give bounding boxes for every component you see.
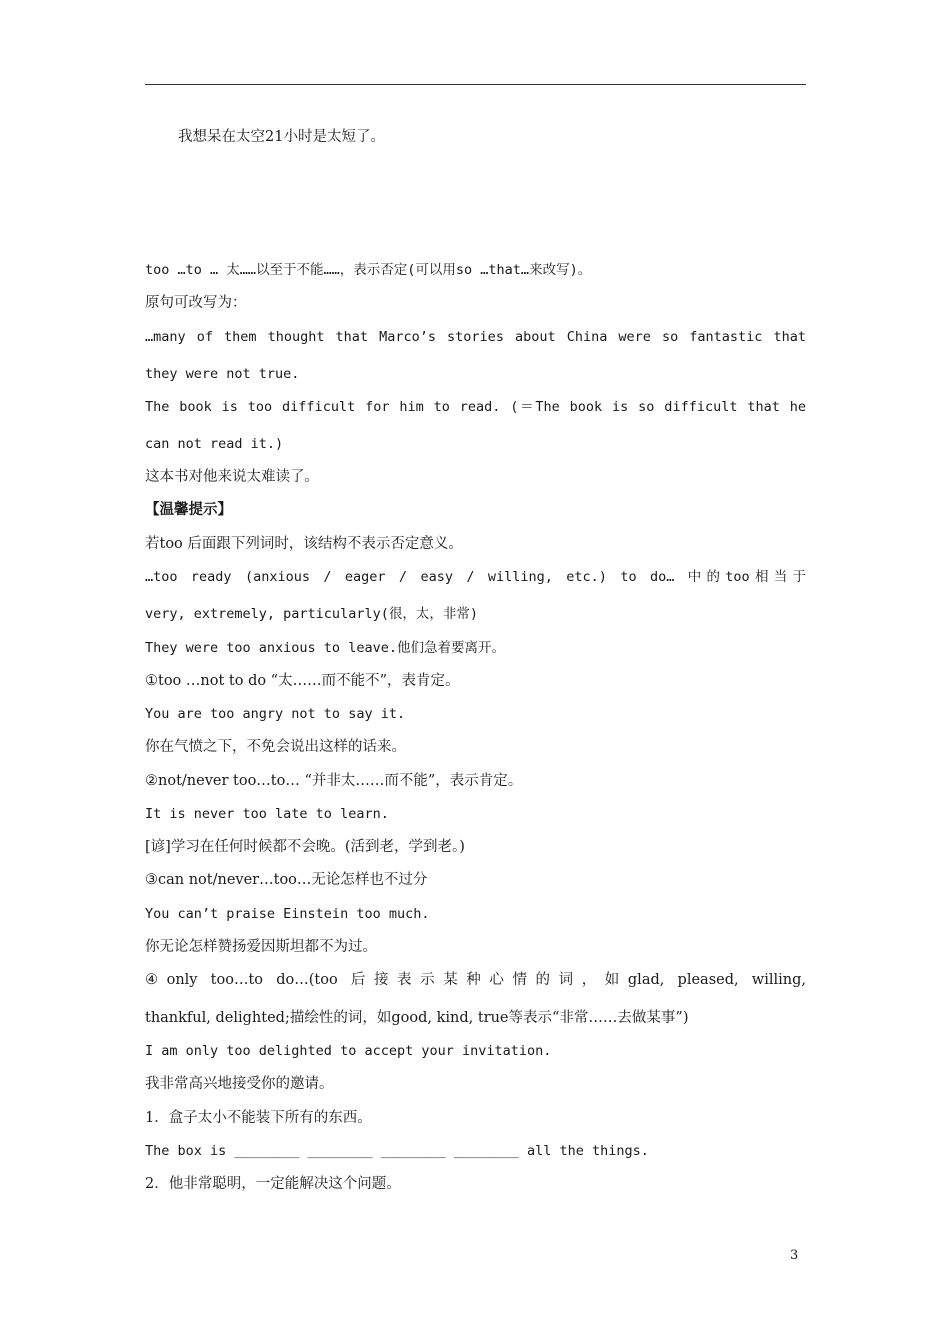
text-line: It is never too late to learn. [145,806,389,822]
text-line: …too ready (anxious / eager / easy / willing, etc.) to do… 中的too相当于 [145,569,806,585]
text-line: They were too anxious to leave.他们急着要离开。 [145,640,505,656]
text-line: ④only too…to do…(too 后接表示某种心情的词，如glad, pleased, willing, [145,972,806,988]
exercise-question: 2．他非常聪明，一定能解决这个问题。 [145,1176,401,1192]
exercise-answer-line[interactable]: The box is ________ ________ ________ ________ all the things. [145,1143,649,1159]
text-line: 若too 后面跟下列词时，该结构不表示否定意义。 [145,536,463,552]
text-line: [谚]学习在任何时候都不会晚。(活到老，学到老。) [145,839,465,855]
text-line: The book is too difficult for him to read. (＝The book is so difficult that he [145,399,806,415]
text-line: thankful, delighted;描绘性的词，如good, kind, true等表示“非常……去做某事”) [145,1010,689,1026]
text-line: 我想呆在太空21小时是太短了。 [178,129,385,145]
text-line: ①too …not to do “太……而不能不”，表肯定。 [145,673,460,689]
tip-heading: 【温馨提示】 [145,501,232,518]
text-line: 这本书对他来说太难读了。 [145,469,319,485]
page-number: 3 [790,1248,799,1263]
text-line: 你在气愤之下，不免会说出这样的话来。 [145,739,406,755]
text-line: 你无论怎样赞扬爱因斯坦都不为过。 [145,939,377,955]
text-line: very, extremely, particularly(很，太，非常) [145,606,478,622]
text-line: they were not true. [145,366,300,382]
text-line: ②not/never too…to… “并非太……而不能”，表示肯定。 [145,773,523,789]
text-line: You can’t praise Einstein too much. [145,906,430,922]
text-line: ③can not/never…too…无论怎样也不过分 [145,872,428,888]
text-line: too …to … 太……以至于不能……，表示否定(可以用so …that…来改写)。 [145,262,592,278]
text-line: 我非常高兴地接受你的邀请。 [145,1076,334,1092]
header-rule [145,84,806,85]
text-line: You are too angry not to say it. [145,706,406,722]
exercise-question: 1．盒子太小不能装下所有的东西。 [145,1110,372,1126]
text-line: …many of them thought that Marco’s stories about China were so fantastic that [145,329,806,345]
text-line: I am only too delighted to accept your invitation. [145,1043,552,1059]
text-line: 原句可改写为： [145,295,247,311]
text-line: can not read it.) [145,436,284,452]
